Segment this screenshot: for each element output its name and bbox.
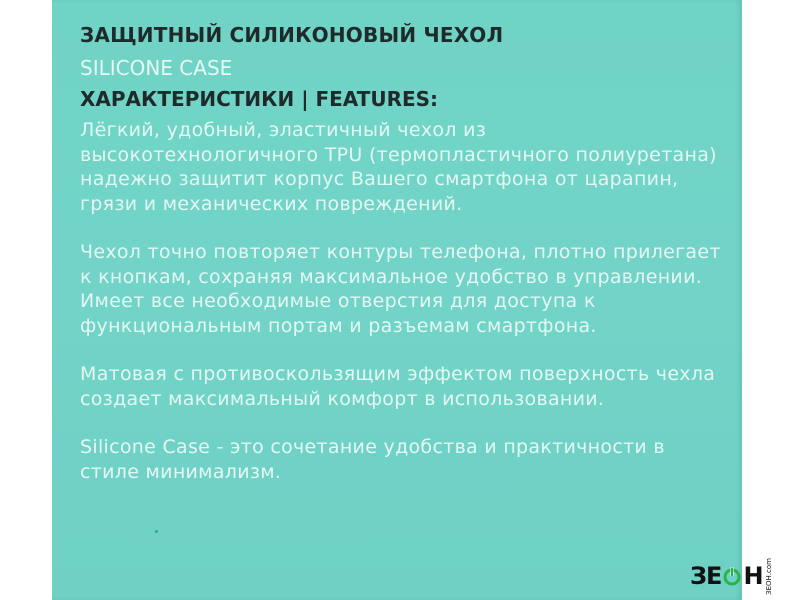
logo-left-text: ЗЕ xyxy=(690,562,722,590)
features-heading: ХАРАКТЕРИСТИКИ | FEATURES: xyxy=(80,87,439,111)
text-content xyxy=(80,20,730,484)
logo-domain-text: ЗЕОН.com xyxy=(764,557,773,595)
description-paragraph: Чехол точно повторяет контуры телефона, плотно прилегает к кнопкам, сохраняя максимальное удобство в управлении. Имеет все необходимые отверстия для доступа к функциональным портам и разъемам смартфона. xyxy=(80,241,721,337)
logo-right-text: Н xyxy=(743,562,763,590)
description-paragraph: Лёгкий, удобный, эластичный чехол из высокотехнологичного TPU (термопластичного полиуретана) надежно защитит корпус Вашего смартфона от царапин, грязи и механических повреждений. xyxy=(80,119,717,215)
description-paragraph: Матовая с противоскользящим эффектом поверхность чехла создает максимальный комфорт в использовании. xyxy=(80,363,716,410)
product-title: ЗАЩИТНЫЙ СИЛИКОНОВЫЙ ЧЕХОЛ xyxy=(80,23,504,47)
product-subtitle: SILICONE CASE xyxy=(80,56,233,80)
print-dot xyxy=(155,530,158,533)
description-paragraph: Silicone Case - это сочетание удобства и практичности в стиле минимализм. xyxy=(80,436,665,483)
store-logo xyxy=(690,556,795,596)
power-icon xyxy=(722,566,742,586)
logo-wordmark xyxy=(690,564,763,588)
